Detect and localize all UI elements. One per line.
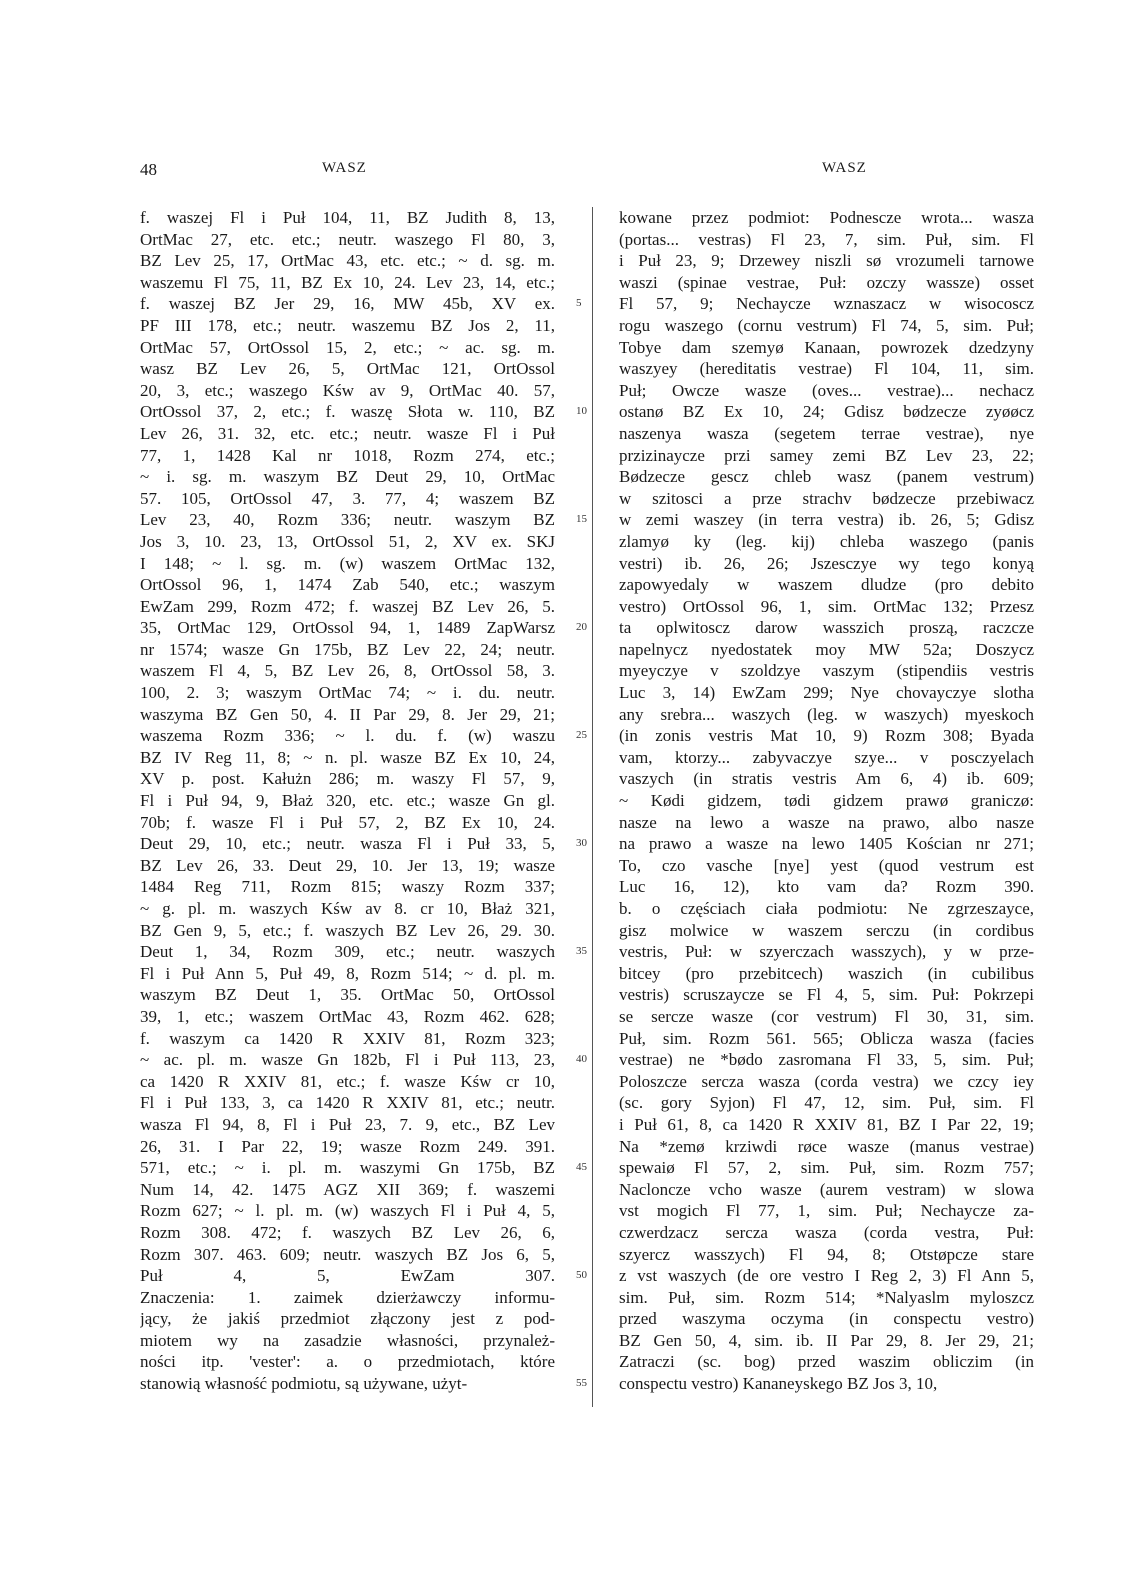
- text-line: Fl i Puł Ann 5, Puł 49, 8, Rozm 514; ~ d. pl. m.: [140, 963, 555, 983]
- text-line: gisz molwice w waszem serczu (in cordibus: [619, 920, 1034, 940]
- line-number: 40: [576, 1053, 587, 1066]
- text-line: Luc 16, 12), kto vam da? Rozm 390.: [619, 877, 1034, 897]
- page-number: 48: [140, 160, 157, 179]
- text-line: ca 1420 R XXIV 81, etc.; f. wasze Kśw cr 10,: [140, 1071, 555, 1091]
- text-line: vestrae) ne *bødo zasromana Fl 33, 5, sim. Puł;: [619, 1050, 1034, 1070]
- text-line: Bødzecze gescz chleb wasz (panem vestrum): [619, 467, 1034, 487]
- text-line: Na *zemø krziwdi røce wasze (manus vestrae): [619, 1136, 1034, 1156]
- text-line: vaszych (in stratis vestris Am 6, 4) ib. 609;: [619, 769, 1034, 789]
- text-line: na prawo a wasze na lewo 1405 Kościan nr 271;: [619, 834, 1034, 854]
- text-line: nasze na lewo a wasze na prawo, albo nasze: [619, 812, 1034, 832]
- text-line: Deut 1, 34, Rozm 309, etc.; neutr. waszych: [140, 942, 555, 962]
- text-line: z vst waszych (de ore vestro I Reg 2, 3) Fl Ann 5,: [619, 1266, 1034, 1286]
- line-number: 15: [576, 513, 587, 526]
- text-line: BZ Gen 50, 4, sim. ib. II Par 29, 8. Jer 29, 21;: [619, 1330, 1034, 1350]
- line-number: 10: [576, 405, 587, 418]
- text-line: (portas... vestras) Fl 23, 7, sim. Puł, sim. Fl: [619, 229, 1034, 249]
- text-line: Puł 4, 5, EwZam 307.: [140, 1266, 555, 1286]
- column-rule: [568, 207, 593, 1407]
- line-number: 50: [576, 1269, 587, 1282]
- text-line: ~ ac. pl. m. wasze Gn 182b, Fl i Puł 113, 23,: [140, 1050, 555, 1070]
- text-line: f. waszym ca 1420 R XXIV 81, Rozm 323;: [140, 1028, 555, 1048]
- text-line: To, czo vasche [nye] yest (quod vestrum est: [619, 855, 1034, 875]
- line-number: 35: [576, 945, 587, 958]
- text-line: w szitosci a prze strachv bødzecze przebiwacz: [619, 488, 1034, 508]
- line-number: 25: [576, 729, 587, 742]
- text-line: Poloszcze sercza wasza (corda vestra) we czcy iey: [619, 1071, 1034, 1091]
- text-line: ności itp. 'vester': a. o przedmiotach, które: [140, 1352, 555, 1372]
- text-line: (in zonis vestris Mat 10, 9) Rozm 308; Byada: [619, 726, 1034, 746]
- text-line: vam, ktorzy... zabyvaczye szye... v posczyelach: [619, 747, 1034, 767]
- text-line: waszem Fl 4, 5, BZ Lev 26, 8, OrtOssol 58, 3.: [140, 661, 555, 681]
- text-line: Lev 26, 31. 32, etc. etc.; neutr. wasze Fl i Puł: [140, 423, 555, 443]
- text-line: Puł; Owcze wasze (oves... vestrae)... nechacz: [619, 380, 1034, 400]
- running-head-right: WASZ: [822, 160, 867, 176]
- text-line: (sc. gory Syjon) Fl 47, 12, sim. Puł, sim. Fl: [619, 1093, 1034, 1113]
- text-line: w zemi waszey (in terra vestra) ib. 26, 5; Gdisz: [619, 510, 1034, 530]
- text-line: kowane przez podmiot: Podnescze wrota... wasza: [619, 208, 1034, 227]
- text-line: waszema Rozm 336; ~ l. du. f. (w) waszu: [140, 726, 555, 746]
- text-line: b. o częściach ciała podmiotu: Ne zgrzeszayce,: [619, 899, 1034, 918]
- text-line: Nacloncze vcho wasze (aurem vestram) w slowa: [619, 1179, 1034, 1199]
- text-line: BZ IV Reg 11, 8; ~ n. pl. wasze BZ Ex 10, 24,: [140, 747, 555, 767]
- text-line: Rozm 307. 463. 609; neutr. waszych BZ Jos 6, 5,: [140, 1244, 555, 1264]
- text-line: naszenya wasza (segetem terrae vestrae), nye: [619, 423, 1034, 443]
- text-line: EwZam 299, Rozm 472; f. waszej BZ Lev 26, 5.: [140, 596, 555, 616]
- text-line: f. waszej Fl i Puł 104, 11, BZ Judith 8, 13,: [140, 208, 555, 227]
- text-line: Puł, sim. Rozm 561. 565; Oblicza wasza (facies: [619, 1028, 1034, 1048]
- text-line: bitcey (pro przebitcech) waszich (in cubilibus: [619, 963, 1034, 983]
- text-line: napelnycz nyedostatek moy MW 52a; Doszycz: [619, 639, 1034, 659]
- text-line: I 148; ~ l. sg. m. (w) waszem OrtMac 132,: [140, 553, 555, 573]
- text-line: waszym BZ Deut 1, 35. OrtMac 50, OrtOssol: [140, 985, 555, 1005]
- text-line: czwerdzacz sercza wasza (corda vestra, Puł:: [619, 1222, 1034, 1242]
- text-line: Tobye dam szemyø Kanaan, powrozek dzedzyny: [619, 337, 1034, 357]
- text-line: vestris) scruszaycze se Fl 4, 5, sim. Puł: Pokrzepi: [619, 985, 1034, 1005]
- text-line: ~ g. pl. m. waszych Kśw av 8. cr 10, Błaż 321,: [140, 899, 555, 918]
- text-line: 70b; f. wasze Fl i Puł 57, 2, BZ Ex 10, 24.: [140, 812, 555, 832]
- text-line: przed waszyma oczyma (in conspectu vestro): [619, 1309, 1034, 1329]
- text-line: vestro) OrtOssol 96, 1, sim. OrtMac 132; Przesz: [619, 596, 1034, 616]
- text-line: zapowyedaly w waszem dludze (pro debito: [619, 575, 1034, 595]
- text-line: OrtMac 57, OrtOssol 15, 2, etc.; ~ ac. sg. m.: [140, 337, 555, 357]
- text-line: 20, 3, etc.; waszego Kśw av 9, OrtMac 40. 57,: [140, 380, 555, 400]
- text-line: Rozm 627; ~ l. pl. m. (w) waszych Fl i Puł 4, 5,: [140, 1201, 555, 1221]
- text-line: 39, 1, etc.; waszem OrtMac 43, Rozm 462. 628;: [140, 1006, 555, 1026]
- text-line: 77, 1, 1428 Kal nr 1018, Rozm 274, etc.;: [140, 445, 555, 465]
- text-line: Deut 29, 10, etc.; neutr. wasza Fl i Puł 33, 5,: [140, 834, 555, 854]
- line-number: 30: [576, 837, 587, 850]
- text-line: any srebra... waszych (leg. w waszych) myeskoch: [619, 704, 1034, 724]
- text-line: 571, etc.; ~ i. pl. m. waszymi Gn 175b, BZ: [140, 1158, 555, 1178]
- text-line: 35, OrtMac 129, OrtOssol 94, 1, 1489 ZapWarsz: [140, 618, 555, 638]
- text-line: Jos 3, 10. 23, 13, OrtOssol 51, 2, XV ex. SKJ: [140, 531, 555, 551]
- text-line: XV p. post. Kałużn 286; m. waszy Fl 57, 9,: [140, 769, 555, 789]
- text-line: Znaczenia: 1. zaimek dzierżawczy informu-: [140, 1287, 555, 1307]
- text-line: OrtOssol 37, 2, etc.; f. waszę Słota w. 110, BZ: [140, 402, 555, 422]
- text-line: sim. Puł, sim. Rozm 514; *Nalyaslm myloszcz: [619, 1287, 1034, 1307]
- line-number: 20: [576, 621, 587, 634]
- text-line: szyercz wasszych) Fl 94, 8; Otstøpcze stare: [619, 1244, 1034, 1264]
- text-line: vestris, Puł: w szyerczach wasszych), y w prze-: [619, 942, 1034, 962]
- text-line: przizinaycze przi samey zemi BZ Lev 23, 22;: [619, 445, 1034, 465]
- text-line: ta oplwitoscz darow wasszich proszą, raczcze: [619, 618, 1034, 638]
- text-line: BZ Lev 25, 17, OrtMac 43, etc. etc.; ~ d. sg. m.: [140, 251, 555, 271]
- text-line: ~ i. sg. m. waszym BZ Deut 29, 10, OrtMac: [140, 467, 555, 487]
- text-line: 1484 Reg 711, Rozm 815; waszy Rozm 337;: [140, 877, 555, 897]
- text-line: waszemu Fl 75, 11, BZ Ex 10, 24. Lev 23, 14, etc.;: [140, 272, 555, 292]
- text-line: Zatraczi (sc. bog) przed waszim obliczim (in: [619, 1352, 1034, 1372]
- text-line: vestri) ib. 26, 26; Jszesczye wy tego konyą: [619, 553, 1034, 573]
- text-line: jący, że jakiś przedmiot złączony jest z pod-: [140, 1309, 555, 1329]
- text-line: Fl i Puł 133, 3, ca 1420 R XXIV 81, etc.; neutr.: [140, 1093, 555, 1113]
- text-line: rogu waszego (cornu vestrum) Fl 74, 5, sim. Puł;: [619, 315, 1034, 335]
- line-number: 45: [576, 1161, 587, 1174]
- text-line: Num 14, 42. 1475 AGZ XII 369; f. waszemi: [140, 1179, 555, 1199]
- text-line: BZ Lev 26, 33. Deut 29, 10. Jer 13, 19; wasze: [140, 855, 555, 875]
- text-line: ostanø BZ Ex 10, 24; Gdisz bødzecze zyøøcz: [619, 402, 1034, 422]
- text-line: zlamyø ky (leg. kij) chleba waszego (panis: [619, 531, 1034, 551]
- text-line: spewaiø Fl 57, 2, sim. Puł, sim. Rozm 757;: [619, 1158, 1034, 1178]
- text-line: Lev 23, 40, Rozm 336; neutr. waszym BZ: [140, 510, 555, 530]
- text-line: 57. 105, OrtOssol 47, 3. 77, 4; waszem BZ: [140, 488, 555, 508]
- text-line: wasz BZ Lev 26, 5, OrtMac 121, OrtOssol: [140, 359, 555, 379]
- text-line: vst mogich Fl 77, 1, sim. Puł; Nechaycze za-: [619, 1201, 1034, 1221]
- text-line: Fl 57, 9; Nechaycze wznaszacz w wisocoscz: [619, 294, 1034, 314]
- text-line: miotem wy na zasadzie własności, przynależ-: [140, 1330, 555, 1350]
- text-line: OrtMac 27, etc. etc.; neutr. waszego Fl 80, 3,: [140, 229, 555, 249]
- right-column: [619, 207, 1034, 1395]
- text-line: se sercze wasze (cor vestrum) Fl 30, 31, sim.: [619, 1006, 1034, 1026]
- text-line: i Puł 23, 9; Drzewey niszli sø vrozumeli tarnowe: [619, 251, 1034, 271]
- text-line: f. waszej BZ Jer 29, 16, MW 45b, XV ex.: [140, 294, 555, 314]
- text-line: Rozm 308. 472; f. waszych BZ Lev 26, 6,: [140, 1222, 555, 1242]
- text-line: waszyma BZ Gen 50, 4. II Par 29, 8. Jer 29, 21;: [140, 704, 555, 724]
- running-head-left: WASZ: [322, 160, 367, 176]
- text-line: ~ Kødi gidzem, tødi gidzem prawø graniczø:: [619, 791, 1034, 811]
- text-line: BZ Gen 9, 5, etc.; f. waszych BZ Lev 26, 29. 30.: [140, 920, 555, 940]
- text-line: 100, 2. 3; waszym OrtMac 74; ~ i. du. neutr.: [140, 683, 555, 703]
- text-line: conspectu vestro) Kananeyskego BZ Jos 3, 10,: [619, 1374, 938, 1394]
- text-line: waszi (spinae vestrae, Puł: ozczy wassze) osset: [619, 272, 1034, 292]
- text-line: Fl i Puł 94, 9, Błaż 320, etc. etc.; wasze Gn gl.: [140, 791, 555, 811]
- line-number: 55: [576, 1377, 587, 1390]
- text-line: myeyczye v szoldzye vaszym (stipendiis vestris: [619, 661, 1034, 681]
- text-line: nr 1574; wasze Gn 175b, BZ Lev 22, 24; neutr.: [140, 639, 555, 659]
- text-line: wasza Fl 94, 8, Fl i Puł 23, 7. 9, etc., BZ Lev: [140, 1114, 555, 1134]
- text-line: stanowią własność podmiotu, są używane, użyt-: [140, 1374, 468, 1394]
- line-number: 5: [576, 297, 582, 310]
- text-line: Luc 3, 14) EwZam 299; Nye chovayczye slotha: [619, 683, 1034, 703]
- text-line: PF III 178, etc.; neutr. waszemu BZ Jos 2, 11,: [140, 315, 555, 335]
- text-line: waszyey (hereditatis vestrae) Fl 104, 11, sim.: [619, 359, 1034, 379]
- left-column: [140, 207, 555, 1395]
- text-line: 26, 31. I Par 22, 19; wasze Rozm 249. 391.: [140, 1136, 555, 1156]
- text-line: i Puł 61, 8, ca 1420 R XXIV 81, BZ I Par 22, 19;: [619, 1114, 1034, 1134]
- text-line: OrtOssol 96, 1, 1474 Zab 540, etc.; waszym: [140, 575, 555, 595]
